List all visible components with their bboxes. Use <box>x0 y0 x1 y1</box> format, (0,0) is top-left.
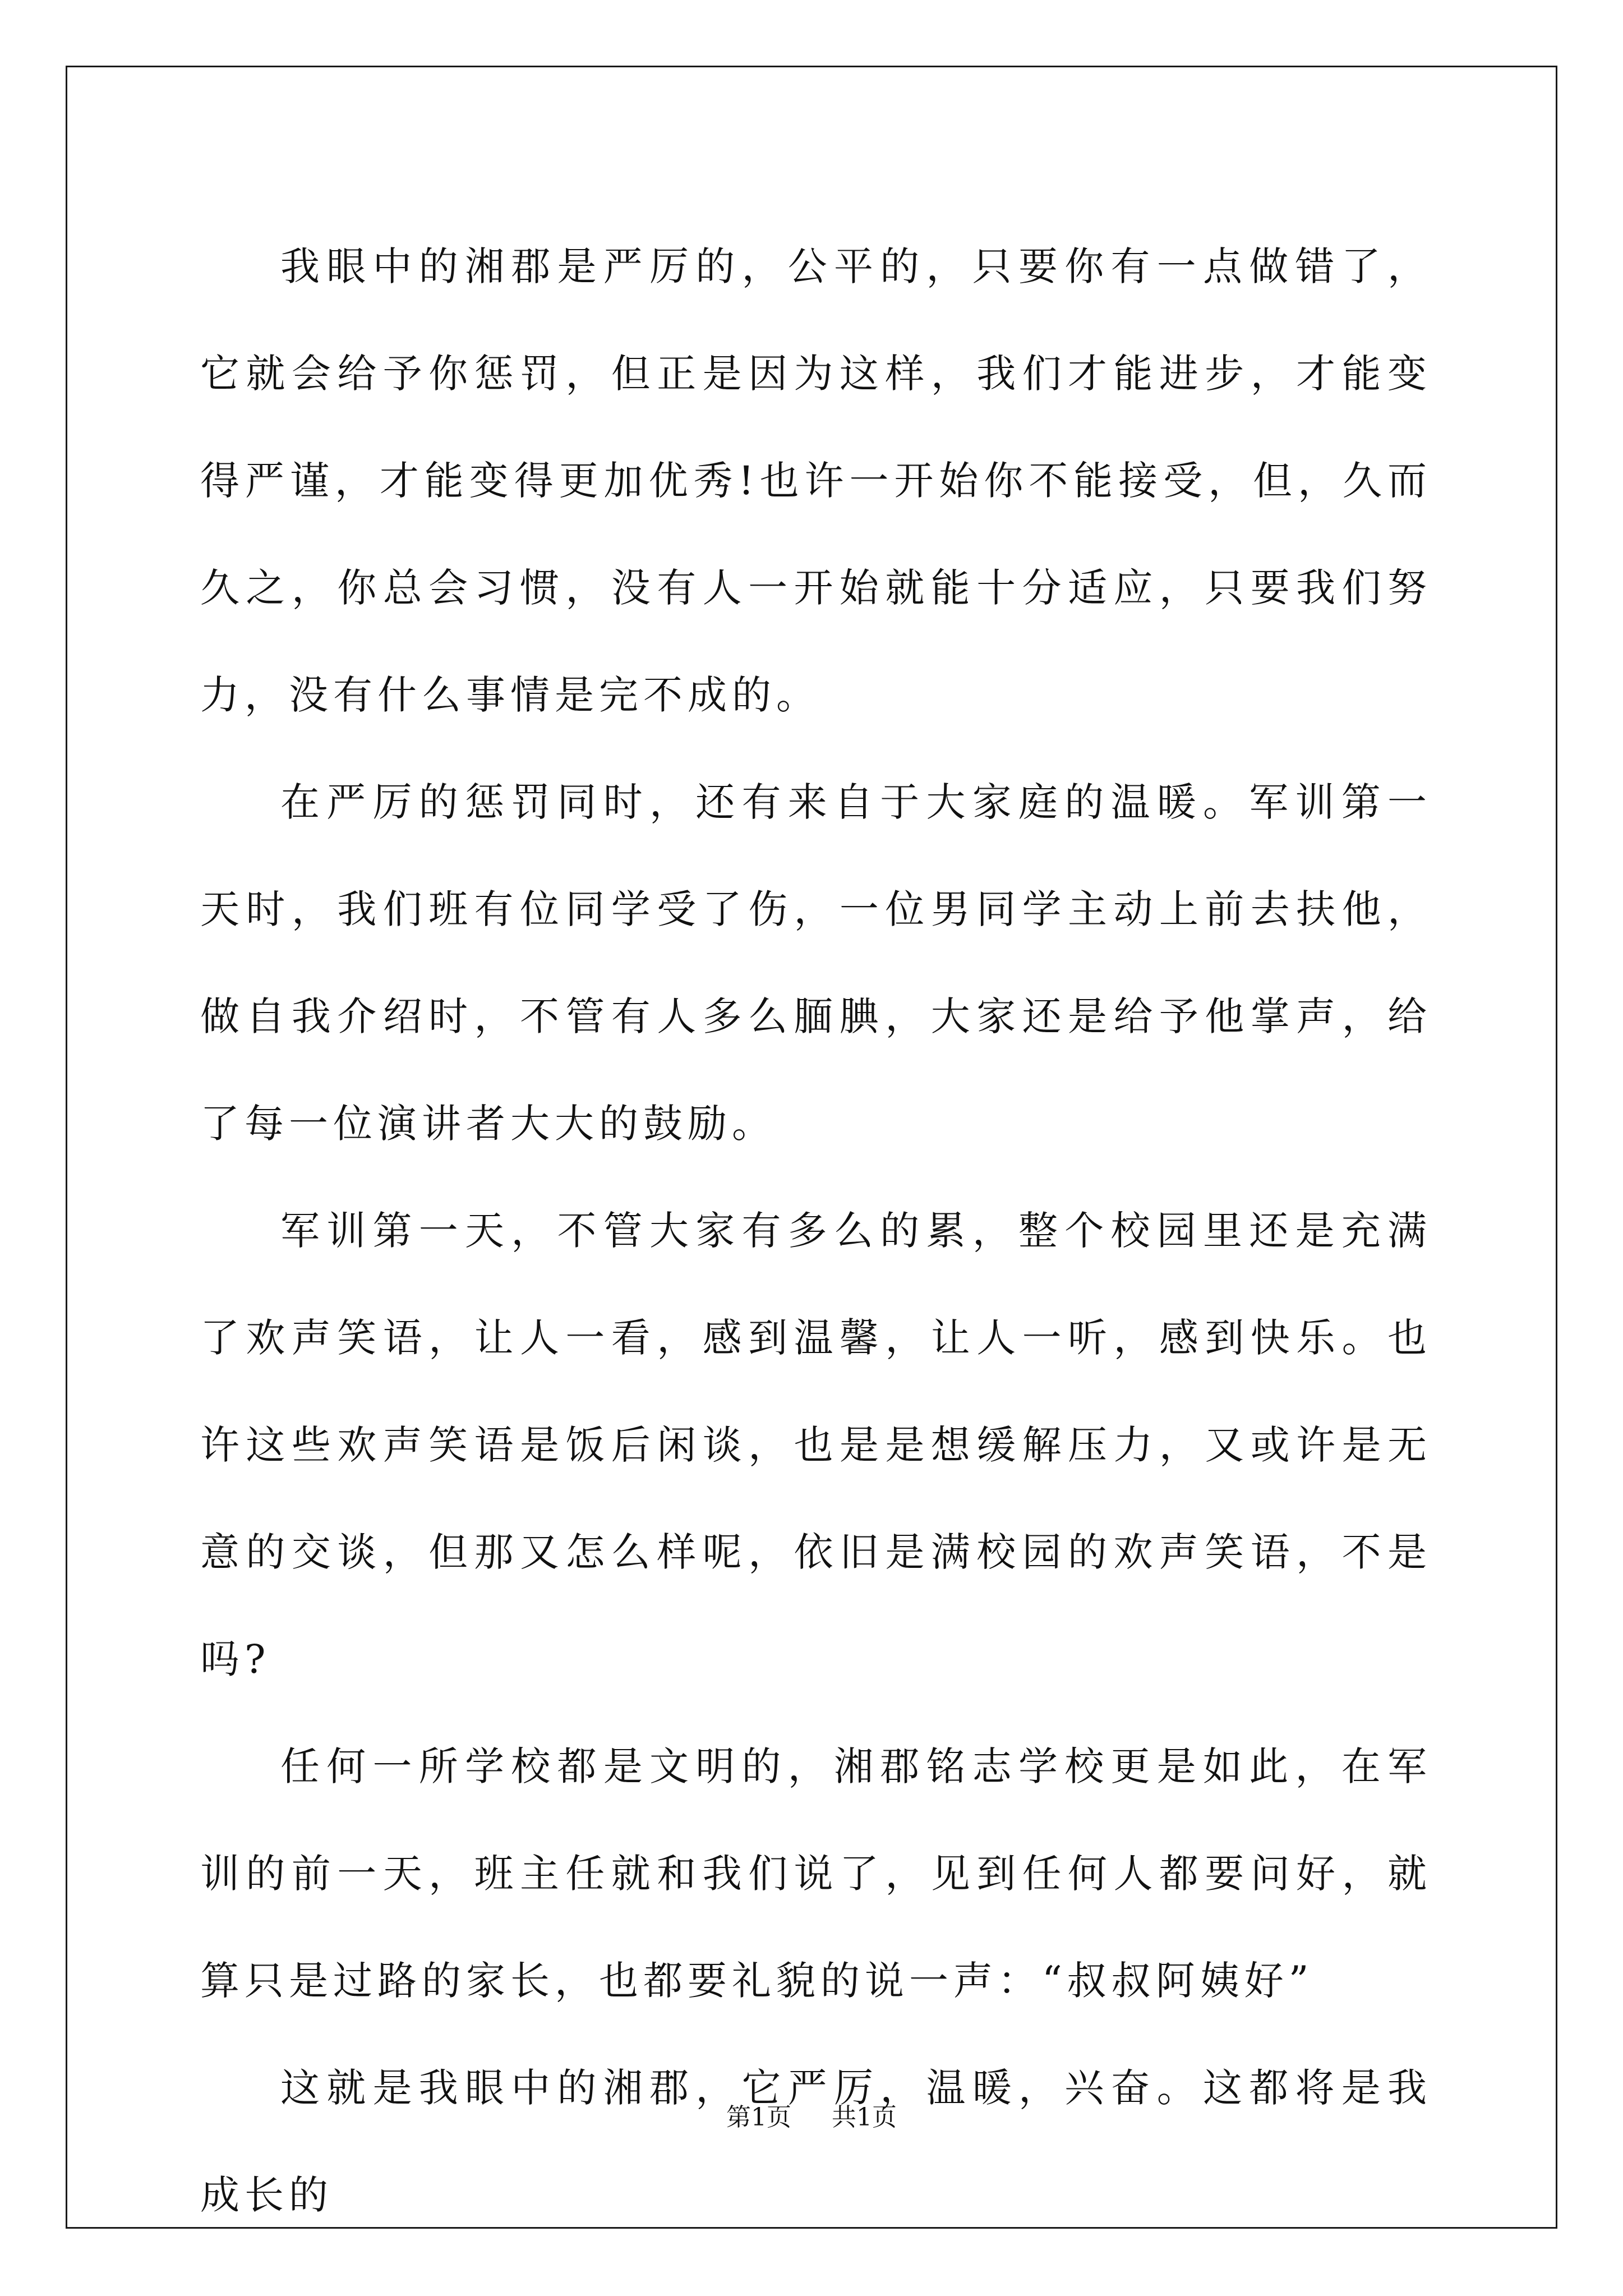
paragraph: 这就是我眼中的湘郡，它严厉，温暖，兴奋。这都将是我成长的 <box>200 2065 1432 2218</box>
page-number: 第1页 <box>726 2103 791 2132</box>
paragraph: 我眼中的湘郡是严厉的，公平的，只要你有一点做错了，它就会给予你惩罚，但正是因为这样，我们才能进步，才能变得严谨，才能变得更加优秀!也许一开始你不能接受，但，久而久之，你总会习惯，没有人一开始就能十分适应，只要我们努力，没有什么事情是完不成的。 <box>200 243 1432 718</box>
paragraph: 任何一所学校都是文明的，湘郡铭志学校更是如此，在军训的前一天，班主任就和我们说了，见到任何人都要问好，就算只是过路的家长，也都要礼貌的说一声：“叔叔阿姨好” <box>200 1743 1432 2004</box>
document-body <box>200 213 1432 2249</box>
page-footer <box>0 2097 1623 2133</box>
paragraph: 在严厉的惩罚同时，还有来自于大家庭的温暖。军训第一天时，我们班有位同学受了伤，一位男同学主动上前去扶他，做自我介绍时，不管有人多么腼腆，大家还是给予他掌声，给了每一位演讲者大大的鼓励。 <box>200 779 1432 1147</box>
page-total: 共1页 <box>832 2103 897 2132</box>
paragraph: 军训第一天，不管大家有多么的累，整个校园里还是充满了欢声笑语，让人一看，感到温馨，让人一听，感到快乐。也许这些欢声笑语是饭后闲谈，也是是想缓解压力，又或许是无意的交谈，但那又怎么样呢，依旧是满校园的欢声笑语，不是吗? <box>200 1208 1432 1682</box>
